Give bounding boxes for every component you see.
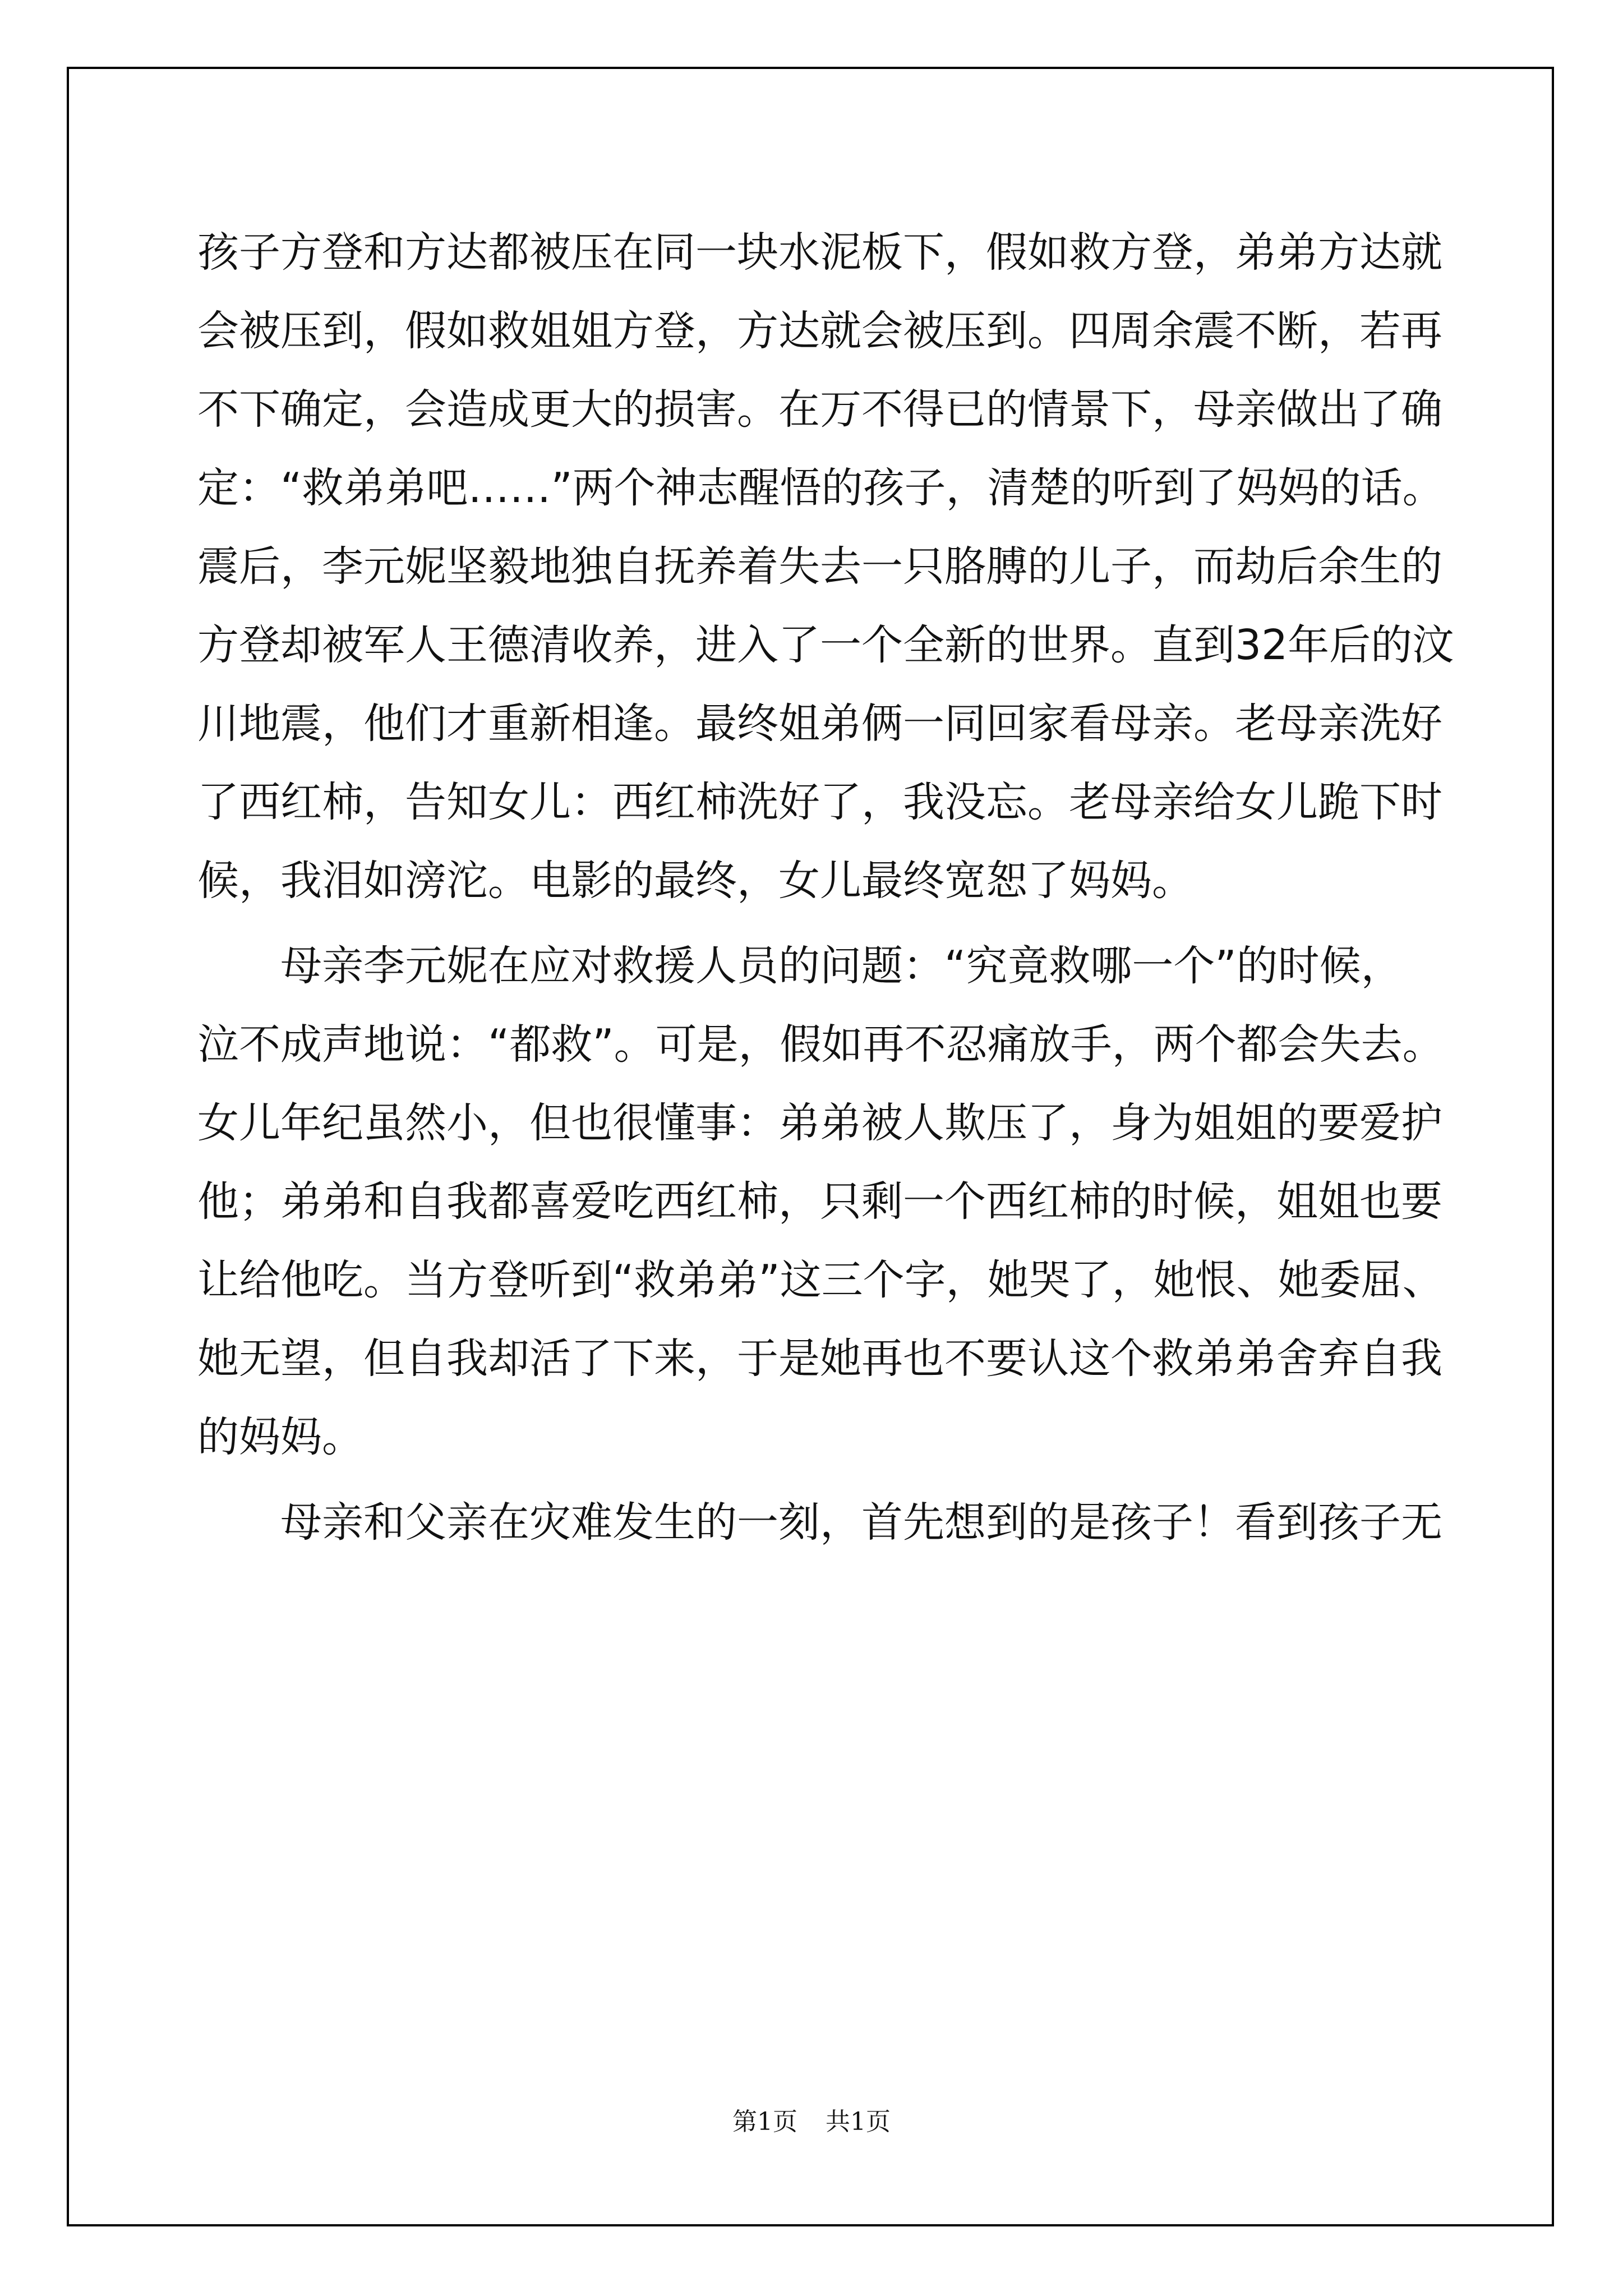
- page-number: 第1页: [732, 2108, 797, 2136]
- text-line: 定：“救弟弟吧……”两个神志醒悟的孩子，清楚的听到了妈妈的话。: [197, 464, 1444, 512]
- page-footer: [0, 2101, 1623, 2137]
- text-line: 他；弟弟和自我都喜爱吃西红柿，只剩一个西红柿的时候，姐姐也要: [197, 1177, 1442, 1226]
- text-line: 了西红柿，告知女儿：西红柿洗好了，我没忘。老母亲给女儿跪下时: [197, 778, 1442, 826]
- text-line: 她无望，但自我却活了下来，于是她再也不要认这个救弟弟舍弃自我: [197, 1335, 1442, 1383]
- text-line: 川地震，他们才重新相逢。最终姐弟俩一同回家看母亲。老母亲洗好: [197, 700, 1442, 748]
- text-line: 震后，李元妮坚毅地独自抚养着失去一只胳膊的儿子，而劫后余生的: [197, 542, 1442, 591]
- text-line: 会被压到，假如救姐姐方登，方达就会被压到。四周余震不断，若再: [197, 307, 1442, 355]
- paragraph-start-line: 母亲和父亲在灾难发生的一刻，首先想到的是孩子！看到孩子无: [197, 1498, 1442, 1547]
- text-line: 女儿年纪虽然小，但也很懂事：弟弟被人欺压了，身为姐姐的要爱护: [197, 1099, 1442, 1147]
- document-body: [197, 213, 1454, 1562]
- text-line: 让给他吃。当方登听到“救弟弟”这三个字，她哭了，她恨、她委屈、: [197, 1256, 1444, 1304]
- text-line: 的妈妈。: [197, 1413, 363, 1461]
- text-line: 不下确定，会造成更大的损害。在万不得已的情景下，母亲做出了确: [197, 385, 1442, 434]
- page-total: 共1页: [826, 2108, 891, 2136]
- text-line: 泣不成声地说：“都救”。可是，假如再不忍痛放手，两个都会失去。: [197, 1020, 1444, 1069]
- text-line: 孩子方登和方达都被压在同一块水泥板下，假如救方登，弟弟方达就: [197, 228, 1442, 277]
- text-line: 候，我泪如滂沱。电影的最终，女儿最终宽恕了妈妈。: [197, 857, 1193, 905]
- paragraph-start-line: 母亲李元妮在应对救援人员的问题：“究竟救哪一个”的时候，: [197, 942, 1403, 990]
- text-line: 方登却被军人王德清收养，进入了一个全新的世界。直到32年后的汶: [197, 621, 1454, 669]
